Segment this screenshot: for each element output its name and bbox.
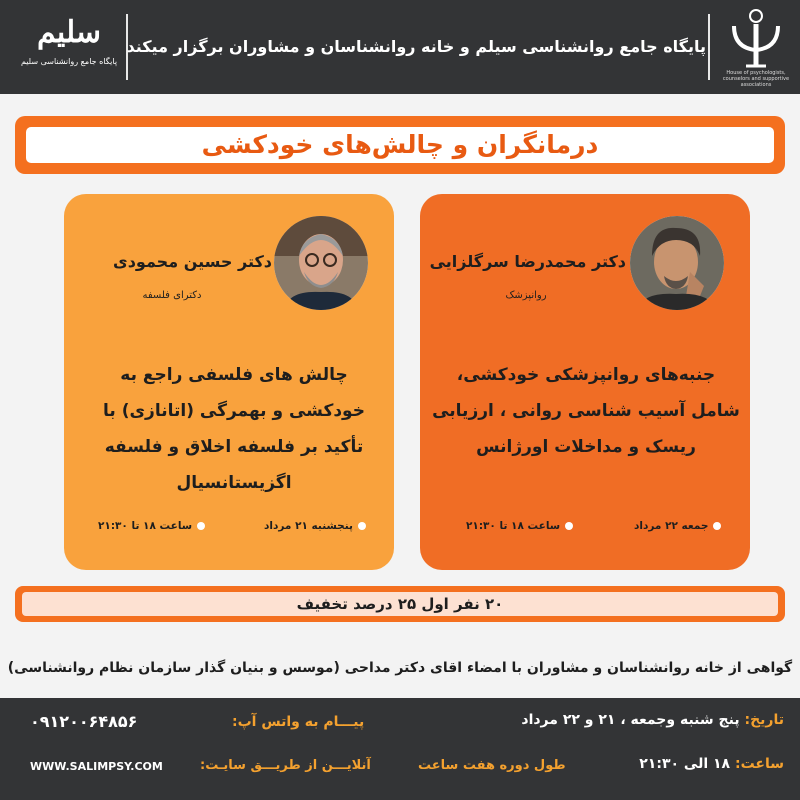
- session-date-text: پنجشنبه ۲۱ مرداد: [264, 520, 353, 532]
- header: [0, 0, 800, 94]
- speaker-name: دکتر حسین محمودی: [113, 252, 272, 271]
- discount-bar: [15, 586, 785, 622]
- session-time-text: ساعت ۱۸ تا ۲۱:۳۰: [466, 520, 561, 532]
- footer-time-value: ۱۸ الی ۲۱:۳۰: [639, 756, 731, 772]
- certificate-note: گواهی از خانه روانشناسان و مشاوران با امضاء اقای دکتر مداحی (موسس و بنیان گذار سازمان نظام روانشناسی): [7, 660, 793, 676]
- session-time: [466, 520, 573, 532]
- speaker-photo-mahmoudi: [274, 216, 368, 310]
- session-date: [264, 520, 366, 532]
- footer-phone[interactable]: ۰۹۱۲۰۰۶۴۸۵۶: [30, 712, 138, 731]
- footer: [0, 698, 800, 800]
- bullet-icon: [713, 522, 721, 530]
- psi-logo: [716, 8, 796, 90]
- footer-date-value: پنج شنبه وجمعه ، ۲۱ و ۲۲ مرداد: [521, 712, 740, 728]
- speaker-portrait-icon: [630, 216, 724, 310]
- footer-website-link[interactable]: WWW.SALIMPSY.COM: [30, 760, 163, 773]
- speaker-photo-sargolzaei: [630, 216, 724, 310]
- speaker-portrait-icon: [274, 216, 368, 310]
- bullet-icon: [197, 522, 205, 530]
- footer-online-label: آنلایـــن از طریـــق سایـت:: [200, 758, 371, 773]
- salim-logo-caption: پایگاه جامع روانشناسی سلیم: [20, 57, 118, 66]
- speaker-topic: چالش های فلسفی راجع به خودکشی و بهمرگی (اتانازی) با تأکید بر فلسفه اخلاق و فلسفه اگزیستانسیال: [103, 365, 365, 493]
- footer-date: [521, 712, 784, 728]
- salim-logo-mark: سلیم: [36, 15, 102, 50]
- speaker-card-mahmoudi: [64, 194, 394, 570]
- speaker-role: روانپزشک: [505, 290, 547, 301]
- event-title-bar: [15, 116, 785, 174]
- speaker-card-sargolzaei: [420, 194, 750, 570]
- speaker-role: دکترای فلسفه: [142, 290, 202, 301]
- speaker-topic: جنبه‌های روانپزشکی خودکشی، شامل آسیب شناسی روانی ، ارزیابی ریسک و مداخلات اورژانس: [432, 365, 740, 457]
- psi-icon: [728, 8, 784, 70]
- header-divider-right: [708, 14, 710, 80]
- footer-whatsapp-label: پیـــام به واتس آپ:: [232, 714, 365, 730]
- salim-logo: [14, 16, 124, 76]
- footer-time-label: ساعت:: [734, 756, 784, 772]
- header-title: پایگاه جامع روانشناسی سیلم و خانه روانشناسان و مشاوران برگزار میکند: [126, 37, 706, 56]
- bullet-icon: [565, 522, 573, 530]
- session-time-text: ساعت ۱۸ تا ۲۱:۳۰: [98, 520, 193, 532]
- session-time: [98, 520, 205, 532]
- footer-date-label: تاریخ:: [744, 712, 784, 728]
- speaker-name: دکتر محمدرضا سرگلزایی: [429, 252, 626, 271]
- session-date-text: جمعه ۲۲ مرداد: [634, 520, 709, 532]
- bullet-icon: [358, 522, 366, 530]
- event-title: درمانگران و چالش‌های خودکشی: [26, 127, 774, 163]
- discount-text: ۲۰ نفر اول ۲۵ درصد تخفیف: [22, 592, 778, 616]
- footer-time: [639, 756, 784, 772]
- psi-logo-caption: House of psychologists, counselors and supportive associations: [722, 70, 790, 88]
- session-date: [634, 520, 721, 532]
- footer-duration: طول دوره هفت ساعت: [418, 758, 566, 773]
